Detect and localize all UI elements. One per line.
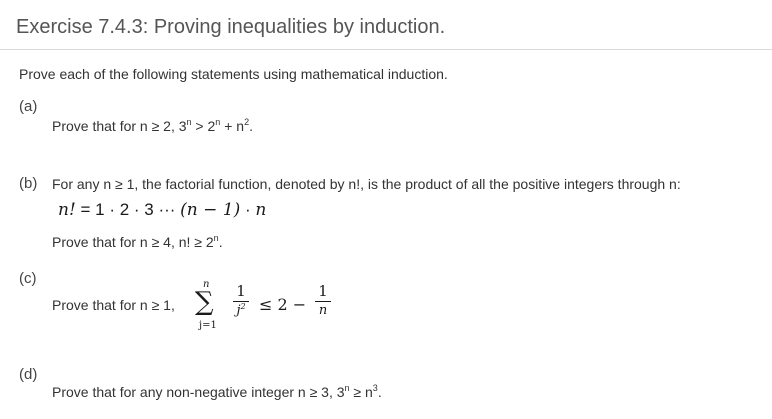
- frac1-den-exp: 2: [240, 302, 246, 311]
- part-a-label: (a): [19, 98, 38, 115]
- formula-paren: (n − 1): [180, 200, 241, 220]
- sum-upper-limit: n: [203, 279, 210, 290]
- formula-n: n: [255, 200, 267, 220]
- frac1-numerator: 1: [236, 282, 246, 300]
- part-d-label: (d): [19, 366, 38, 383]
- frac2-denominator: n: [318, 303, 328, 318]
- frac2-numerator: 1: [318, 282, 328, 300]
- frac1-den-base: j: [236, 303, 241, 318]
- part-a-text: Prove that for n ≥ 2, 3: [52, 118, 187, 134]
- frac2-bar: [315, 301, 331, 302]
- part-d-exp1: n: [344, 383, 350, 393]
- part-a-mid1: > 2: [191, 118, 216, 134]
- title-divider: [0, 49, 772, 50]
- part-b-label: (b): [19, 175, 38, 192]
- sigma-symbol: ∑: [195, 287, 214, 317]
- part-d-statement: [52, 384, 382, 400]
- part-a-exp2: n: [215, 117, 221, 127]
- part-b-proof-exp: n: [213, 233, 219, 243]
- part-b-proof-end: .: [218, 234, 223, 250]
- part-d-text: Prove that for any non-negative integer n ≥ 3, 3: [52, 384, 345, 400]
- sum-lower-limit: j=1: [199, 320, 217, 331]
- part-d-mid: ≥ n: [349, 384, 373, 400]
- part-d-exp2: 3: [372, 383, 378, 393]
- formula-eq: = 1 · 2 · 3 ···: [75, 200, 181, 219]
- part-a-end: .: [249, 118, 253, 134]
- part-c-label: (c): [19, 270, 37, 287]
- factorial-formula: [58, 200, 266, 220]
- part-b-text: For any n ≥ 1, the factorial function, denoted by n!, is the product of all the positive integers through n:: [52, 176, 681, 192]
- part-a-exp1: n: [186, 117, 192, 127]
- part-d-end: .: [377, 384, 382, 400]
- fraction-one-over-j-squared: [233, 283, 249, 318]
- part-a-exp3: 2: [244, 117, 250, 127]
- leq-two-minus: ≤ 2 −: [259, 295, 307, 314]
- part-a-statement: [52, 118, 253, 134]
- formula-dot: ·: [240, 200, 256, 219]
- summation-inequality: [195, 281, 345, 341]
- part-c-text: Prove that for n ≥ 1,: [52, 297, 175, 313]
- part-a-mid2: + n: [220, 118, 245, 134]
- frac1-denominator: [233, 304, 249, 318]
- exercise-title: Exercise 7.4.3: Proving inequalities by induction.: [16, 16, 446, 38]
- fraction-one-over-n: [315, 283, 331, 318]
- part-b-proof: [52, 234, 223, 250]
- formula-lhs: n!: [58, 200, 76, 220]
- part-b-proof-text: Prove that for n ≥ 4, n! ≥ 2: [52, 234, 214, 250]
- intro-text: Prove each of the following statements using mathematical induction.: [19, 66, 448, 82]
